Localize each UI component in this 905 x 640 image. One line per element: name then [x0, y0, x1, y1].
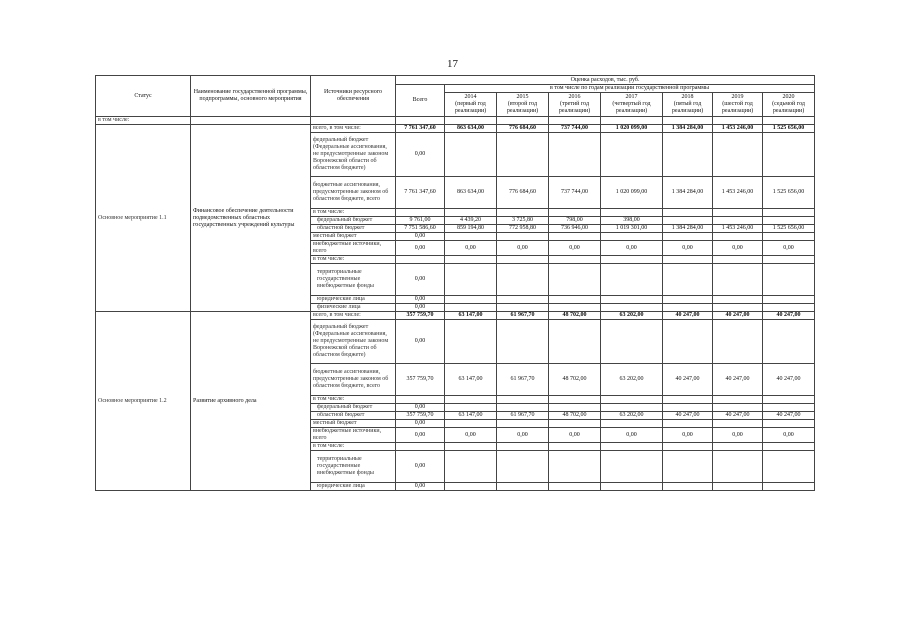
- year-value: [713, 256, 763, 264]
- year-value: [445, 404, 497, 412]
- year-value: [549, 296, 601, 304]
- total-value: 0,00: [396, 264, 445, 296]
- year-value: [549, 443, 601, 451]
- header-by-years: в том числе по годам реализации государственной программы: [445, 85, 815, 93]
- empty-cell: [497, 117, 549, 125]
- total-value: 7 751 586,60: [396, 225, 445, 233]
- year-value: [445, 209, 497, 217]
- year-value: [763, 420, 815, 428]
- year-value: [663, 304, 713, 312]
- year-value: 0,00: [549, 241, 601, 256]
- year-value: 61 967,70: [497, 312, 549, 320]
- year-value: 0,00: [713, 428, 763, 443]
- year-number: 2017: [625, 94, 638, 100]
- year-value: [445, 264, 497, 296]
- year-label: (второй год реализации): [506, 101, 539, 114]
- year-value: [549, 256, 601, 264]
- year-label: (пятый год реализации): [671, 101, 704, 114]
- year-number: 2018: [681, 94, 694, 100]
- source-label: областной бюджет: [311, 412, 396, 420]
- header-total: Всего: [396, 85, 445, 117]
- year-value: [713, 264, 763, 296]
- year-value: [445, 296, 497, 304]
- source-label: в том числе:: [311, 256, 396, 264]
- year-value: 737 744,00: [549, 177, 601, 209]
- year-value: 1 020 099,00: [601, 177, 663, 209]
- year-value: 0,00: [763, 241, 815, 256]
- year-value: [549, 396, 601, 404]
- year-number: 2019: [731, 94, 744, 100]
- year-value: [713, 209, 763, 217]
- source-label: территориальные государственные внебюджетные фонды: [311, 264, 396, 296]
- year-value: [445, 133, 497, 177]
- year-value: [601, 233, 663, 241]
- total-value: 0,00: [396, 320, 445, 364]
- year-value: 0,00: [445, 428, 497, 443]
- total-value: 0,00: [396, 241, 445, 256]
- year-value: 776 684,60: [497, 177, 549, 209]
- year-value: [497, 396, 549, 404]
- header-year: [763, 93, 815, 117]
- header-year: [663, 93, 713, 117]
- year-value: 40 247,00: [763, 364, 815, 396]
- year-value: [763, 264, 815, 296]
- empty-cell: [549, 117, 601, 125]
- year-value: 3 725,80: [497, 217, 549, 225]
- header-status: Статус: [96, 76, 191, 117]
- header-sources: Источники ресурсного обеспечения: [311, 76, 396, 117]
- year-value: [549, 264, 601, 296]
- year-value: [549, 320, 601, 364]
- year-label: (седьмой год реализации): [772, 101, 805, 114]
- year-value: 0,00: [663, 428, 713, 443]
- year-value: [663, 217, 713, 225]
- total-value: [396, 396, 445, 404]
- total-value: 7 761 347,60: [396, 177, 445, 209]
- year-value: [445, 304, 497, 312]
- year-value: [663, 233, 713, 241]
- source-label: внебюджетные источники, всего: [311, 241, 396, 256]
- year-value: 63 202,00: [601, 312, 663, 320]
- year-value: 1 525 656,00: [763, 125, 815, 133]
- year-value: 63 147,00: [445, 364, 497, 396]
- year-value: 0,00: [549, 428, 601, 443]
- year-value: 776 684,60: [497, 125, 549, 133]
- year-value: 0,00: [601, 428, 663, 443]
- year-number: 2014: [464, 94, 477, 100]
- year-value: [663, 296, 713, 304]
- year-value: 0,00: [601, 241, 663, 256]
- year-value: [549, 451, 601, 483]
- year-value: 0,00: [497, 241, 549, 256]
- year-value: 48 702,00: [549, 364, 601, 396]
- total-value: 0,00: [396, 133, 445, 177]
- top-row-label: в том числе:: [96, 117, 191, 125]
- source-label: территориальные государственные внебюджетные фонды: [311, 451, 396, 483]
- page-number: 17: [447, 58, 458, 70]
- year-value: [445, 443, 497, 451]
- year-value: 859 194,80: [445, 225, 497, 233]
- year-value: 1 020 099,00: [601, 125, 663, 133]
- year-label: (четвертый год реализации): [612, 101, 651, 114]
- year-value: 0,00: [497, 428, 549, 443]
- year-value: [663, 209, 713, 217]
- total-value: 0,00: [396, 451, 445, 483]
- year-value: [713, 443, 763, 451]
- year-value: [497, 296, 549, 304]
- header-year: [549, 93, 601, 117]
- source-label: юридические лица: [311, 296, 396, 304]
- year-value: [445, 396, 497, 404]
- year-value: 1 384 284,00: [663, 125, 713, 133]
- year-value: 0,00: [763, 428, 815, 443]
- year-value: [497, 304, 549, 312]
- year-value: [549, 420, 601, 428]
- year-label: (шестой год реализации): [721, 101, 754, 114]
- source-label: местный бюджет: [311, 420, 396, 428]
- year-value: 1 384 284,00: [663, 177, 713, 209]
- year-value: [663, 420, 713, 428]
- year-value: [713, 296, 763, 304]
- source-label: областной бюджет: [311, 225, 396, 233]
- year-value: [663, 256, 713, 264]
- year-value: [497, 404, 549, 412]
- year-value: [713, 304, 763, 312]
- source-label: бюджетные ассигнования, предусмотренные законом об областном бюджете, всего: [311, 364, 396, 396]
- source-label: бюджетные ассигнования, предусмотренные законом об областном бюджете, всего: [311, 177, 396, 209]
- year-value: [713, 396, 763, 404]
- year-value: [713, 483, 763, 491]
- year-value: [713, 217, 763, 225]
- year-value: [497, 209, 549, 217]
- year-value: [497, 256, 549, 264]
- year-value: [601, 296, 663, 304]
- year-value: [601, 396, 663, 404]
- year-value: [549, 304, 601, 312]
- status-cell: Основное мероприятие 1.2: [96, 312, 191, 491]
- year-value: 63 202,00: [601, 364, 663, 396]
- year-value: [601, 420, 663, 428]
- year-value: 40 247,00: [713, 312, 763, 320]
- year-value: 736 946,00: [549, 225, 601, 233]
- year-value: [763, 304, 815, 312]
- year-value: [601, 443, 663, 451]
- status-cell: Основное мероприятие 1.1: [96, 125, 191, 312]
- year-value: [663, 396, 713, 404]
- year-value: 40 247,00: [663, 312, 713, 320]
- year-value: 772 958,80: [497, 225, 549, 233]
- name-cell: Развитие архивного дела: [191, 312, 311, 491]
- total-value: 357 759,70: [396, 364, 445, 396]
- year-value: [549, 209, 601, 217]
- year-value: [763, 233, 815, 241]
- year-value: 1 525 656,00: [763, 177, 815, 209]
- year-value: [763, 320, 815, 364]
- year-value: [763, 451, 815, 483]
- empty-cell: [663, 117, 713, 125]
- total-value: 0,00: [396, 404, 445, 412]
- year-value: [713, 420, 763, 428]
- empty-cell: [191, 117, 311, 125]
- empty-cell: [601, 117, 663, 125]
- year-value: [445, 483, 497, 491]
- year-value: 63 147,00: [445, 312, 497, 320]
- budget-table: [95, 75, 815, 491]
- year-value: 1 453 246,00: [713, 125, 763, 133]
- source-label: в том числе:: [311, 209, 396, 217]
- total-value: 0,00: [396, 296, 445, 304]
- year-value: [713, 233, 763, 241]
- source-label: федеральный бюджет: [311, 217, 396, 225]
- year-label: (первый год реализации): [454, 101, 487, 114]
- year-value: [763, 404, 815, 412]
- source-label: федеральный бюджет (Федеральные ассигнования, не предусмотренные законом Воронежской области об областном бюджете): [311, 320, 396, 364]
- year-value: [549, 133, 601, 177]
- total-value: 9 761,00: [396, 217, 445, 225]
- year-value: 1 019 301,00: [601, 225, 663, 233]
- empty-cell: [713, 117, 763, 125]
- year-value: [713, 133, 763, 177]
- source-label: юридические лица: [311, 483, 396, 491]
- year-value: 63 202,00: [601, 412, 663, 420]
- year-value: [497, 420, 549, 428]
- name-cell: Финансовое обеспечение деятельности подведомственных областных государственных учреждений культуры: [191, 125, 311, 312]
- year-value: [549, 404, 601, 412]
- year-value: [549, 233, 601, 241]
- year-value: 1 453 246,00: [713, 177, 763, 209]
- year-value: [663, 404, 713, 412]
- year-value: [445, 451, 497, 483]
- source-label: в том числе:: [311, 443, 396, 451]
- total-value: [396, 443, 445, 451]
- year-value: 0,00: [663, 241, 713, 256]
- total-value: [396, 209, 445, 217]
- header-year: [497, 93, 549, 117]
- year-value: 40 247,00: [713, 412, 763, 420]
- year-value: [497, 483, 549, 491]
- source-label: всего, в том числе:: [311, 125, 396, 133]
- year-value: 737 744,00: [549, 125, 601, 133]
- year-value: [601, 404, 663, 412]
- year-value: [497, 443, 549, 451]
- year-value: 48 702,00: [549, 412, 601, 420]
- year-value: 398,00: [601, 217, 663, 225]
- header-year: [601, 93, 663, 117]
- header-name: Наименование государственной программы, подпрограммы, основного мероприятия: [191, 76, 311, 117]
- year-value: [601, 320, 663, 364]
- year-value: 863 634,00: [445, 177, 497, 209]
- year-value: [763, 217, 815, 225]
- year-number: 2015: [516, 94, 529, 100]
- year-value: 61 967,70: [497, 364, 549, 396]
- year-value: [763, 256, 815, 264]
- year-value: [763, 483, 815, 491]
- year-value: [497, 264, 549, 296]
- year-value: 1 453 246,00: [713, 225, 763, 233]
- source-label: федеральный бюджет: [311, 404, 396, 412]
- year-value: [497, 233, 549, 241]
- year-value: [763, 296, 815, 304]
- total-value: 7 761 347,60: [396, 125, 445, 133]
- year-value: 798,00: [549, 217, 601, 225]
- year-value: 63 147,00: [445, 412, 497, 420]
- year-value: 1 384 284,00: [663, 225, 713, 233]
- year-value: 40 247,00: [763, 412, 815, 420]
- year-value: 4 439,20: [445, 217, 497, 225]
- year-value: [601, 256, 663, 264]
- total-value: 357 759,70: [396, 312, 445, 320]
- year-value: [445, 320, 497, 364]
- source-label: местный бюджет: [311, 233, 396, 241]
- empty-cell: [763, 117, 815, 125]
- total-value: 0,00: [396, 483, 445, 491]
- year-value: [445, 420, 497, 428]
- year-value: [601, 209, 663, 217]
- empty-cell: [396, 117, 445, 125]
- header-year: [713, 93, 763, 117]
- total-value: 0,00: [396, 233, 445, 241]
- empty-cell: [445, 117, 497, 125]
- year-value: [663, 133, 713, 177]
- year-value: [601, 483, 663, 491]
- year-value: [663, 320, 713, 364]
- year-number: 2020: [782, 94, 795, 100]
- year-value: 863 634,00: [445, 125, 497, 133]
- year-value: 40 247,00: [663, 412, 713, 420]
- year-value: [713, 404, 763, 412]
- source-label: внебюджетные источники, всего: [311, 428, 396, 443]
- year-value: 40 247,00: [763, 312, 815, 320]
- year-value: [663, 451, 713, 483]
- year-value: [713, 320, 763, 364]
- source-label: физические лица: [311, 304, 396, 312]
- year-value: [549, 483, 601, 491]
- year-value: [663, 264, 713, 296]
- total-value: 0,00: [396, 428, 445, 443]
- total-value: [396, 256, 445, 264]
- year-value: 40 247,00: [713, 364, 763, 396]
- year-value: [445, 256, 497, 264]
- year-value: 0,00: [713, 241, 763, 256]
- year-value: [601, 133, 663, 177]
- year-value: [663, 443, 713, 451]
- year-value: 0,00: [445, 241, 497, 256]
- header-year: [445, 93, 497, 117]
- year-value: [497, 451, 549, 483]
- year-value: [763, 133, 815, 177]
- year-value: 1 525 656,00: [763, 225, 815, 233]
- year-value: [601, 451, 663, 483]
- year-value: [763, 209, 815, 217]
- year-number: 2016: [568, 94, 581, 100]
- year-label: (третий год реализации): [558, 101, 591, 114]
- year-value: [713, 451, 763, 483]
- empty-cell: [311, 117, 396, 125]
- year-value: [497, 133, 549, 177]
- year-value: [763, 396, 815, 404]
- year-value: [663, 483, 713, 491]
- year-value: [601, 264, 663, 296]
- year-value: [497, 320, 549, 364]
- source-label: федеральный бюджет (Федеральные ассигнования, не предусмотренные законом Воронежской области об областном бюджете): [311, 133, 396, 177]
- year-value: 40 247,00: [663, 364, 713, 396]
- year-value: [445, 233, 497, 241]
- year-value: [601, 304, 663, 312]
- source-label: в том числе:: [311, 396, 396, 404]
- header-estimate: Оценка расходов, тыс. руб.: [396, 76, 815, 85]
- source-label: всего, в том числе:: [311, 312, 396, 320]
- year-value: [763, 443, 815, 451]
- year-value: 61 967,70: [497, 412, 549, 420]
- year-value: 48 702,00: [549, 312, 601, 320]
- total-value: 0,00: [396, 420, 445, 428]
- total-value: 357 759,70: [396, 412, 445, 420]
- total-value: 0,00: [396, 304, 445, 312]
